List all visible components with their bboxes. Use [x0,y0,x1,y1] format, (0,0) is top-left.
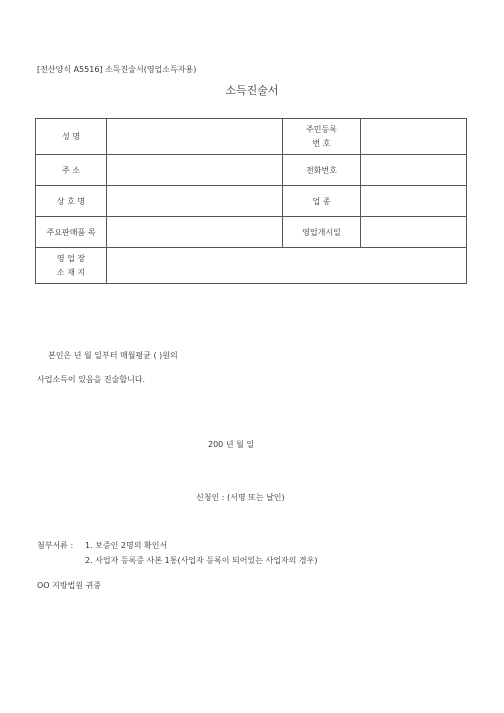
statement-line-1: 본인은 년 월 일부터 매월평균 ( )원의 [48,351,178,360]
location-label [36,248,107,284]
table-row [36,217,467,248]
business-type-label: 업 종 [283,186,361,217]
table-row [36,248,467,284]
table-row [36,119,467,155]
date-line: 200 년 월 일 [208,440,255,449]
main-items-field[interactable] [107,217,283,248]
page-title: 소득진술서 [225,84,279,97]
attachments-label: 첨부서류 : [37,541,74,550]
business-start-label: 영업개시일 [283,217,361,248]
applicant-line: 신청인 : (서명 또는 날인) [196,493,285,502]
location-field[interactable] [107,248,467,284]
location-label-line1: 영 업 장 [56,253,86,263]
resident-no-field[interactable] [361,119,467,155]
table-row [36,155,467,186]
attachment-item-1: 1. 보증인 2명의 확인서 [85,541,168,550]
main-items-label: 주요판매품 목 [36,217,107,248]
resident-no-label-line2: 번 호 [312,138,331,148]
name-field[interactable] [107,119,283,155]
table-row [36,186,467,217]
trade-name-label: 상 호 명 [36,186,107,217]
name-label: 성 명 [36,119,107,155]
phone-field[interactable] [361,155,467,186]
attachment-item-2: 2. 사업자 등록증 사본 1통(사업자 등록이 되어있는 사업자의 경우) [85,556,318,565]
trade-name-field[interactable] [107,186,283,217]
address-field[interactable] [107,155,283,186]
business-start-field[interactable] [361,217,467,248]
form-code: [전산양식 A5516] 소득진술서(영업소득자용) [37,65,197,74]
location-label-line2: 소 재 지 [56,267,86,277]
statement-line-2: 사업소득이 있음을 진술합니다. [37,375,146,384]
resident-no-label-line1: 주민등록 [306,124,337,134]
info-table [35,118,467,284]
phone-label: 전화번호 [283,155,361,186]
business-type-field[interactable] [361,186,467,217]
address-label: 주 소 [36,155,107,186]
addressee: OO 지방법원 귀중 [37,581,102,590]
resident-no-label [283,119,361,155]
